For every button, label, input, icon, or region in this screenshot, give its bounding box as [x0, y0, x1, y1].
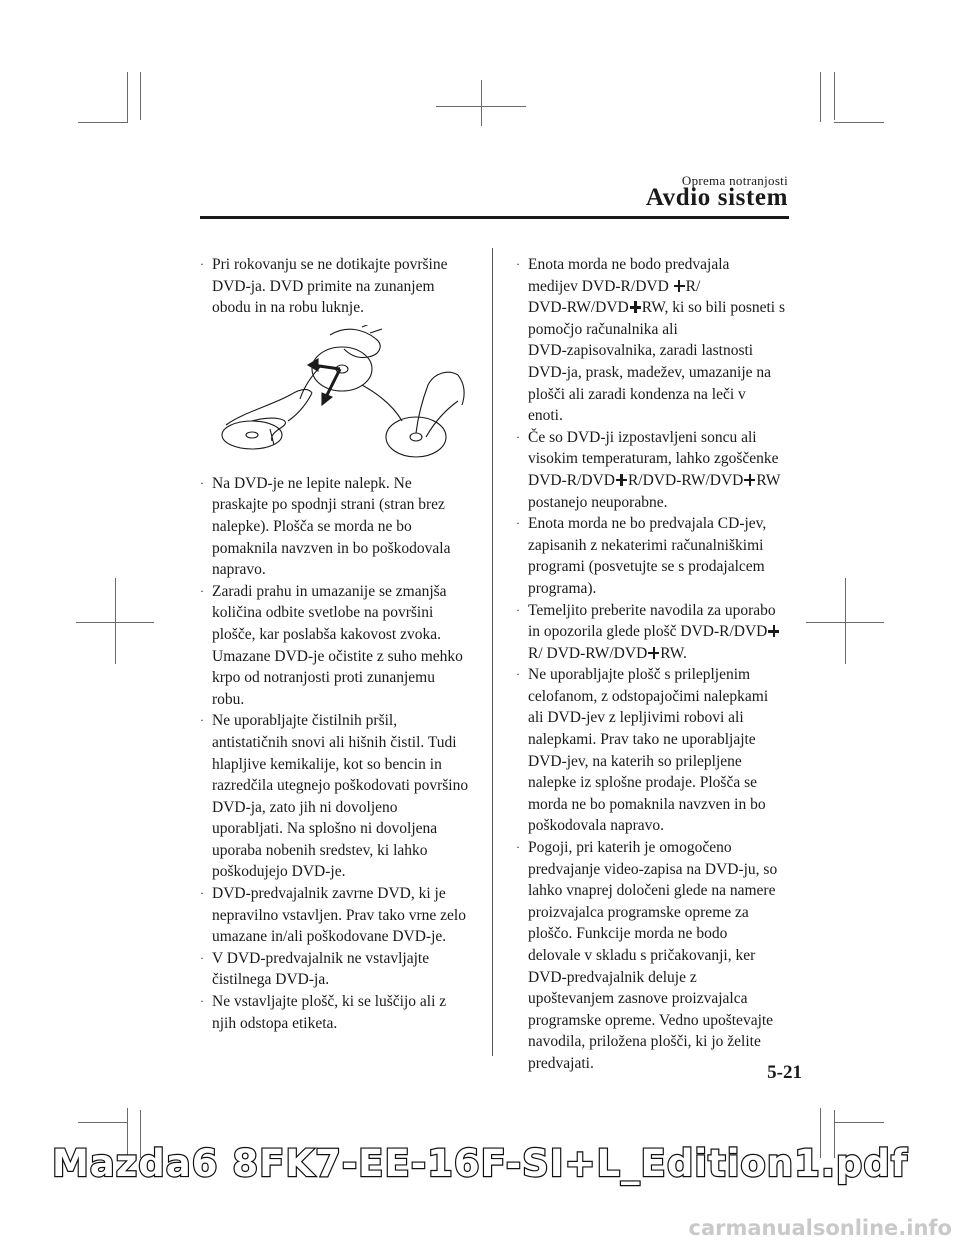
list-item: · Enota morda ne bodo predvajala medijev DVD-R/DVD R/ DVD-RW/DVD RW, ki so bili posneti s pomočjo računalnika ali DVD-zapisovalnika, zaradi lastnosti DVD-ja, prask, madežev, umazanije na plošči ali zaradi kondenza na leči v enoti.: [516, 256, 786, 425]
bullet-icon: ·: [200, 950, 204, 965]
column-divider: [492, 248, 493, 1056]
plus-icon: [744, 474, 755, 486]
plus-icon: [630, 301, 641, 313]
bullet-icon: ·: [516, 257, 520, 271]
bullet-icon: ·: [516, 667, 520, 682]
bullet-icon: ·: [200, 713, 204, 728]
bullet-icon: ·: [200, 583, 204, 598]
crop-mark: [834, 122, 884, 123]
crop-mark: [78, 122, 128, 123]
crop-mark: [78, 1122, 128, 1123]
plus-icon: [616, 474, 627, 486]
list-item: · Zaradi prahu in umazanije se zmanjša količina odbite svetlobe na površini plošče, kar poslabša kakovost zvoka. Umazane DVD-je očistite z suho mehko krpo od notranjosti proti zunanjemu robu.: [200, 582, 463, 708]
plus-icon: [768, 625, 779, 637]
header-rule: [200, 216, 789, 219]
bullet-icon: ·: [516, 840, 520, 855]
list-item: · Na DVD-je ne lepite nalepk. Ne praskajte po spodnji strani (stran brez nalepke). Plošča se morda ne bo pomaknila navzven in bo poškodovala napravo.: [200, 474, 451, 579]
crop-mark: [481, 80, 482, 126]
bullet-icon: ·: [200, 257, 204, 271]
crop-mark: [845, 578, 846, 664]
list-item: · Ne uporabljajte plošč s prilepljenim celofanom, z odstopajočimi nalepkami ali DVD-jev z lepljivimi robovi ali nalepkami. Prav tako ne uporabljajte DVD-jev, na katerih so prilepljene nalepke iz splošne prodaje. Plošča se morda ne bo pomaknila navzven in bo poškodovala napravo.: [516, 666, 769, 835]
section-heading: Oprema notranjosti: [681, 173, 788, 188]
bullet-icon: ·: [516, 602, 520, 617]
plus-icon: [648, 647, 659, 659]
list-item: · Če so DVD-ji izpostavljeni soncu ali visokim temperaturam, lahko zgoščenke DVD-R/DVD R/DVD-RW/DVD RW postanejo neuporabne.: [516, 428, 781, 511]
bullet-icon: ·: [200, 886, 204, 901]
crop-mark: [834, 1122, 884, 1123]
crop-mark: [820, 72, 821, 122]
bullet-icon: ·: [200, 994, 204, 1009]
bullet-icon: ·: [200, 475, 204, 490]
left-column: [200, 254, 482, 1034]
list-item: · Ne vstavljajte plošč, ki se luščijo ali z njih odstopa etiketa.: [200, 993, 447, 1032]
page-number: 5-21: [767, 1062, 802, 1083]
dvd-handling-illustration: [212, 325, 472, 467]
bullet-icon: ·: [516, 429, 520, 444]
site-watermark: carmanualsonline.info: [688, 1216, 952, 1240]
list-item: · Enota morda ne bo predvajala CD-jev, zapisanih z nekaterimi računalniškimi programi (posvetujte se s prodajalcem programa).: [516, 515, 767, 597]
list-item: · Pogoji, pri katerih je omogočeno predvajanje video-zapisa na DVD-ju, so lahko vnaprej določeni glede na namere proizvajalca programske opreme za ploščo. Funkcije morda ne bodo delovale v skladu s pričakovanji, ker DVD-predvajalnik deluje z upoštevanjem zasnove proizvajalca programske opreme. Vedno upoštevajte navodila, priložena plošči, ki jo želite predvajati.: [516, 839, 778, 1072]
list-item: · V DVD-predvajalnik ne vstavljajte čistilnega DVD-ja.: [200, 949, 430, 989]
bullet-icon: ·: [516, 516, 520, 531]
footer-filename: Mazda6 8FK7-EE-16F-SI+L_Edition1.pdf: [51, 1142, 909, 1185]
crop-mark: [834, 72, 835, 120]
list-item: · DVD-predvajalnik zavrne DVD, ki je nepravilno vstavljen. Prav tako vrne zelo umazane in/ali poškodovane DVD-je.: [200, 885, 466, 946]
plus-icon: [674, 280, 685, 292]
crop-mark: [127, 72, 128, 122]
list-item: · Ne uporabljajte čistilnih pršil, antistatičnih snovi ali hišnih čistil. Tudi hlapljive kemikalije, kot so bencin in razredčila utegnejo poškodovati površino DVD-ja, zato jih ni dovoljeno uporabljati. Na splošno ni dovoljena uporaba nobenih sredstev, ki lahko poškodujejo DVD-je.: [200, 712, 469, 881]
right-column: [516, 254, 798, 1075]
page-title: Avdio sistem: [645, 184, 788, 211]
list-item: · Pri rokovanju se ne dotikajte površine DVD-ja. DVD primite na zunanjem obodu in na robu luknje.: [200, 256, 448, 317]
crop-mark: [140, 72, 141, 120]
crop-mark: [115, 578, 116, 664]
list-item: · Temeljito preberite navodila za uporabo in opozorila glede plošč DVD-R/DVD R/ DVD-RW/DVD RW.: [516, 600, 798, 665]
